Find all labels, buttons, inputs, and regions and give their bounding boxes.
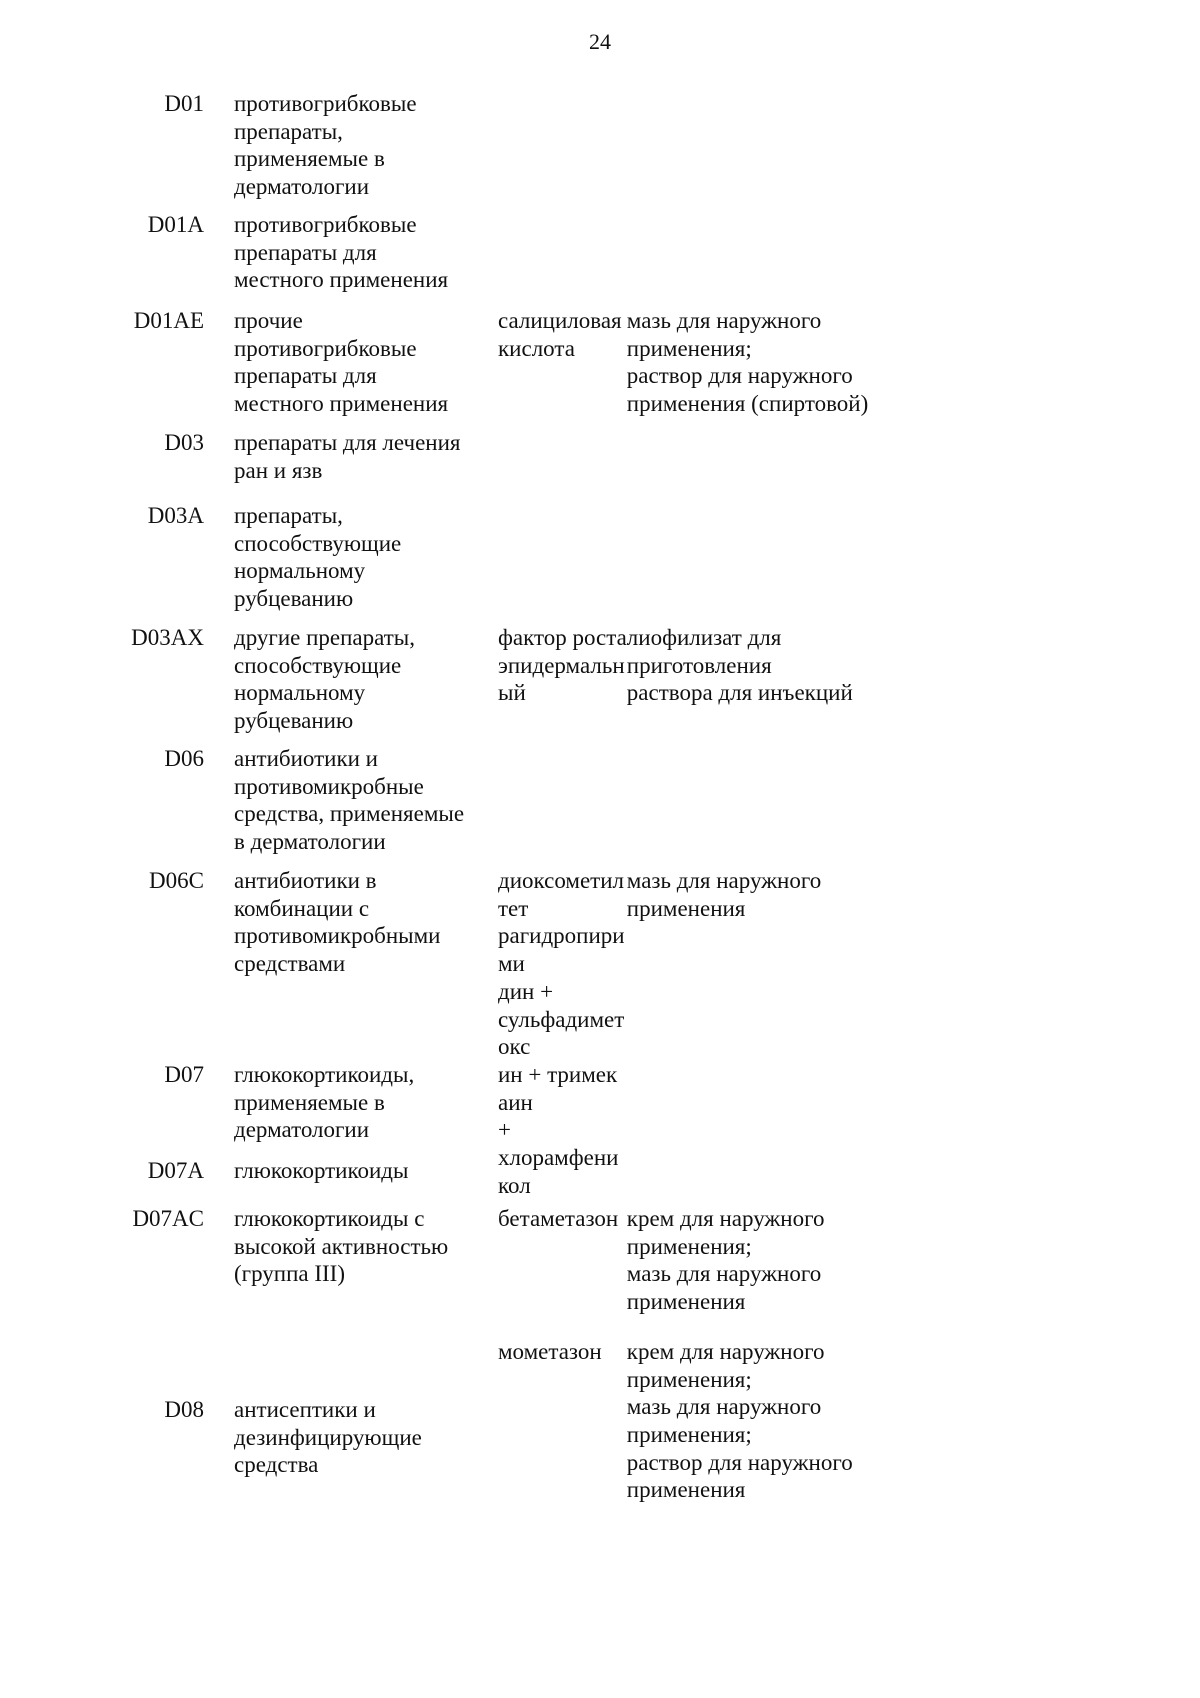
group-name-line: рубцеванию	[234, 586, 354, 612]
group-name-line: препараты для	[234, 239, 377, 265]
group-name-line: применяемые в	[234, 146, 385, 172]
drug-name	[480, 1205, 627, 1233]
group-name-line: противогрибковые	[234, 212, 417, 237]
dosage-form-line: применения	[626, 1477, 746, 1503]
atc-code: D01AE	[133, 308, 204, 333]
table-row	[0, 429, 900, 484]
drug-list	[480, 624, 900, 707]
group-name-line: нормальному	[234, 680, 366, 706]
drug-name	[480, 1338, 627, 1366]
drug-name-line: салициловая	[498, 308, 622, 333]
drug-entry	[480, 1205, 900, 1316]
group-name-line: противомикробные	[234, 773, 424, 799]
group-name-line: дерматологии	[234, 1117, 370, 1143]
atc-group-name	[218, 1061, 480, 1144]
drug-name-line: ин + тримекаин	[498, 1061, 618, 1115]
group-name-line: антибиотики и	[234, 746, 378, 771]
group-name-line: высокой активностью	[234, 1233, 449, 1259]
table-row	[0, 211, 900, 294]
group-name-line: противогрибковые	[234, 91, 417, 116]
dosage-form-line: раствор для наружного	[626, 363, 853, 389]
atc-code: D07	[164, 1062, 204, 1087]
group-name-line: препараты,	[234, 503, 343, 528]
atc-code: D01	[164, 91, 204, 116]
drug-name-line: бетаметазон	[498, 1206, 619, 1231]
group-name-line: средства, применяемые	[234, 801, 465, 827]
atc-group-name	[218, 90, 480, 201]
dosage-form-line: мазь для наружного применения	[626, 868, 822, 921]
drug-name-line: сульфадиметокс	[498, 1006, 625, 1060]
group-name-line: местного применения	[234, 267, 449, 293]
group-name-line: противогрибковые	[234, 335, 417, 361]
dosage-form-line: крем для наружного применения;	[626, 1206, 825, 1259]
group-name-line: глюкокортикоиды,	[234, 1062, 415, 1087]
table-row	[0, 624, 900, 735]
drug-name-line: кислота	[498, 335, 575, 361]
group-name-line: применяемые в	[234, 1089, 385, 1115]
atc-code: D07A	[147, 1158, 204, 1183]
group-name-line: комбинации с	[234, 895, 370, 921]
drug-list	[480, 307, 900, 418]
drug-name	[480, 307, 627, 362]
atc-group-name	[218, 429, 480, 484]
dosage-form-line: мазь для наружного применения;	[626, 1394, 822, 1447]
atc-group-name	[218, 502, 480, 613]
atc-code: D01A	[147, 212, 204, 237]
group-name-line: другие препараты,	[234, 625, 416, 650]
dosage-form-line: применения (спиртовой)	[626, 391, 869, 417]
atc-code: D08	[164, 1397, 204, 1422]
atc-group-name	[218, 307, 480, 418]
drug-name	[480, 624, 627, 707]
atc-code: D06C	[149, 868, 204, 893]
group-name-line: глюкокортикоиды	[234, 1158, 409, 1183]
group-name-line: антисептики и	[234, 1397, 376, 1422]
drug-name	[480, 867, 627, 1199]
dosage-form-line: мазь для наружного применения;	[626, 308, 822, 361]
atc-code: D03A	[147, 503, 204, 528]
drug-entry	[480, 867, 900, 1199]
atc-group-name	[218, 745, 480, 856]
group-name-line: средства	[234, 1452, 319, 1478]
dosage-form-line: лиофилизат для приготовления	[626, 625, 782, 678]
atc-group-name	[218, 211, 480, 294]
drug-name-line: диоксометилтет	[498, 868, 624, 921]
table-row	[0, 745, 900, 856]
drug-name-line: +	[498, 1117, 511, 1143]
group-name-line: нормальному	[234, 558, 366, 584]
dosage-forms	[627, 1205, 900, 1316]
atc-code: D06	[164, 746, 204, 771]
table-row	[0, 867, 900, 1199]
dosage-forms	[627, 307, 900, 418]
atc-code: D03	[164, 430, 204, 455]
table-row	[0, 502, 900, 613]
atc-group-name	[218, 867, 480, 978]
group-name-line: способствующие	[234, 652, 402, 678]
group-name-line: средствами	[234, 951, 346, 977]
page-number: 24	[589, 29, 611, 54]
table-row	[0, 307, 900, 418]
group-name-line: в дерматологии	[234, 829, 386, 855]
group-name-line: ран и язв	[234, 457, 323, 483]
group-name-line: местного применения	[234, 391, 449, 417]
group-name-line: прочие	[234, 308, 303, 333]
table-row	[0, 1157, 900, 1185]
dosage-forms	[627, 624, 900, 707]
group-name-line: противомикробными	[234, 923, 441, 949]
dosage-form-line: раствор для наружного	[626, 1449, 853, 1475]
group-name-line: препараты для лечения	[234, 430, 461, 455]
group-name-line: препараты,	[234, 118, 343, 144]
group-name-line: способствующие	[234, 530, 402, 556]
drug-name-line: фактор роста	[498, 625, 627, 650]
dosage-form-line: мазь для наружного применения	[626, 1261, 822, 1315]
table-row	[0, 90, 900, 201]
group-name-line: (группа III)	[234, 1261, 346, 1287]
table-row	[0, 1061, 900, 1144]
drug-name-line: эпидермальный	[498, 652, 625, 706]
drug-entry	[480, 307, 900, 418]
group-name-line: глюкокортикоиды с	[234, 1206, 425, 1231]
group-name-line: дезинфицирующие	[234, 1424, 422, 1450]
atc-code: D03AX	[131, 625, 204, 650]
atc-group-name	[218, 1396, 480, 1479]
drug-name-line: хлорамфеникол	[498, 1145, 619, 1198]
drug-entry	[480, 624, 900, 707]
table-row	[0, 1396, 900, 1479]
dosage-form-line: раствора для инъекций	[626, 680, 853, 706]
atc-code: D07AC	[132, 1206, 204, 1231]
atc-group-name	[218, 1205, 480, 1288]
atc-group-name	[218, 1157, 480, 1185]
dosage-form-line: крем для наружного применения;	[626, 1338, 825, 1392]
group-name-line: препараты для	[234, 363, 377, 389]
group-name-line: дерматологии	[234, 174, 370, 200]
dosage-forms	[627, 867, 900, 922]
drug-list	[480, 867, 900, 1199]
atc-group-name	[218, 624, 480, 735]
group-name-line: рубцеванию	[234, 708, 354, 734]
drug-name-line: дин +	[498, 978, 554, 1004]
drug-name-line: мометазон	[498, 1338, 602, 1364]
drug-name-line: рагидропирими	[498, 923, 625, 977]
group-name-line: антибиотики в	[234, 868, 377, 893]
